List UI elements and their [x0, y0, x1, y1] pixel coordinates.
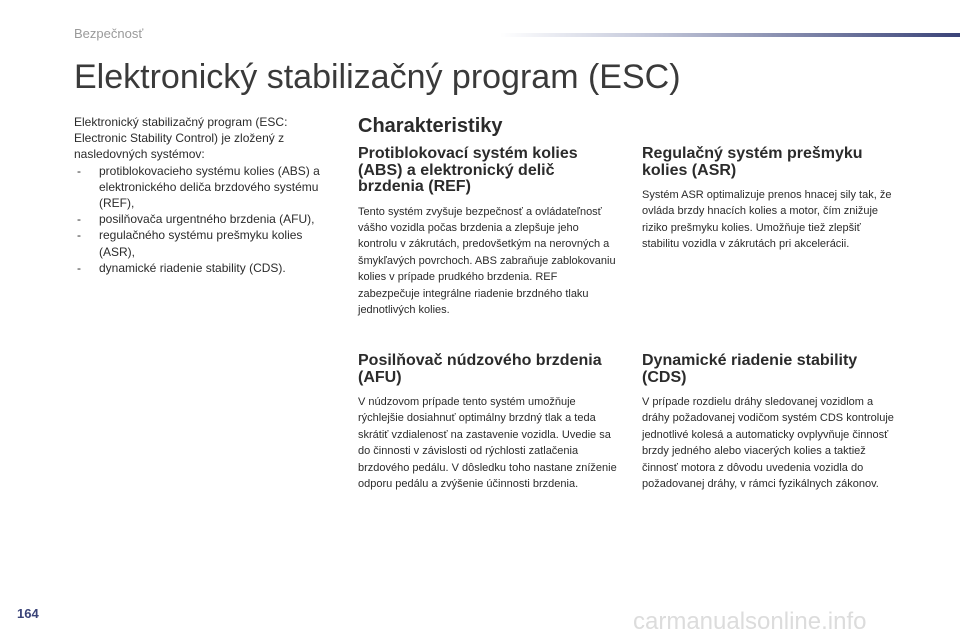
- characteristics-heading: Charakteristiky: [358, 115, 503, 137]
- section-label: Bezpečnosť: [74, 26, 144, 41]
- intro-block: [74, 114, 334, 276]
- asr-title: Regulačný systém prešmyku kolies (ASR): [642, 145, 863, 179]
- afu-title: Posilňovač núdzového brzdenia (AFU): [358, 352, 602, 386]
- intro-text: Elektronický stabilizačný program (ESC: Electronic Stability Control) je zložený z nasledovných systémov:: [74, 115, 288, 162]
- list-item: - regulačného systému prešmyku kolies (ASR),: [74, 227, 334, 259]
- abs-title: Protiblokovací systém kolies (ABS) a elektronický delič brzdenia (REF): [358, 145, 578, 195]
- abs-section: [358, 146, 618, 318]
- watermark: carmanualsonline.info: [633, 608, 867, 635]
- asr-body: Systém ASR optimalizuje prenos hnacej sily tak, že ovláda brzdy hnacích kolies a motor, čím znižuje riziko prešmyku kolies. Umožňuje tiež zlepšiť stabilitu vozidla v zákrutách pri akcelerácii.: [642, 189, 892, 251]
- afu-body: V núdzovom prípade tento systém umožňuje rýchlejšie dosiahnuť optimálny brzdný tlak a teda skrátiť vzdialenosť na zastavenie vozidla. Uvedie sa do činnosti v závislosti od rýchlosti zatlačenia brzdového pedálu. V dôsledku toho nastane zníženie odporu pedálu a zvýšenie účinnosti brzdenia.: [358, 396, 617, 491]
- asr-section: [642, 146, 894, 253]
- list-item: - protiblokovacieho systému kolies (ABS) a elektronického deliča brzdového systému (REF),: [74, 163, 334, 212]
- page-title: Elektronický stabilizačný program (ESC): [74, 58, 681, 96]
- list-item: - dynamické riadenie stability (CDS).: [74, 260, 334, 276]
- header-rule: [500, 33, 960, 37]
- cds-section: [642, 353, 898, 492]
- page-number: 164: [17, 606, 39, 621]
- afu-section: [358, 353, 618, 492]
- cds-body: V prípade rozdielu dráhy sledovanej vozidlom a dráhy požadovanej vodičom systém CDS kontroluje jednotlivé kolesá a automaticky ovplyvňuje činnosť brzdy jedného alebo viacerých kolies a taktiež činnosť motora z dôvodu uvedenia vozidla do požadovanej dráhy, v rámci fyzikálnych zákonov.: [642, 396, 894, 491]
- list-item: - posilňovača urgentného brzdenia (AFU),: [74, 211, 334, 227]
- abs-body: Tento systém zvyšuje bezpečnosť a ovládateľnosť vášho vozidla počas brzdenia a zlepšuje jeho kontrolu v zákrutách, predovšetkým na nerovných a šmykľavých povrchoch. ABS zabraňuje zablokovaniu kolies v prípade prudkého brzdenia. REF zabezpečuje integrálne riadenie brzdného tlaku jednotlivých kolies.: [358, 205, 616, 316]
- cds-title: Dynamické riadenie stability (CDS): [642, 352, 858, 386]
- system-list: [74, 163, 334, 276]
